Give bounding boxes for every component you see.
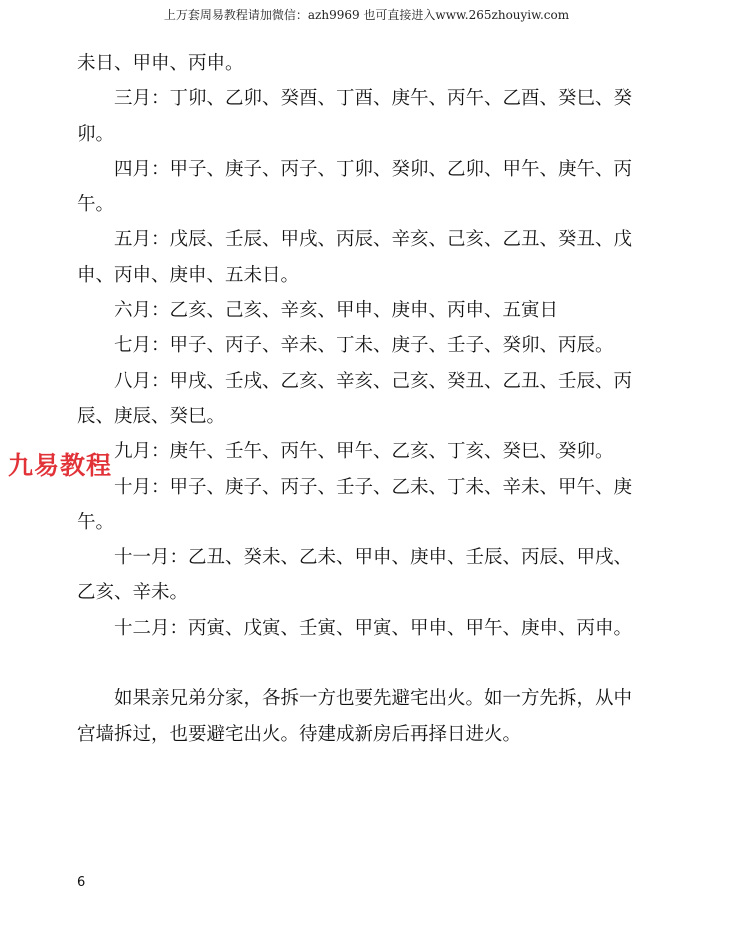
- text-line: 八月：甲戌、壬戌、乙亥、辛亥、己亥、癸丑、乙丑、壬辰、丙: [114, 370, 633, 392]
- text-line: 午。: [77, 194, 115, 216]
- watermark-logo: 九易教程: [8, 451, 113, 480]
- text-line: 六月：乙亥、己亥、辛亥、甲申、庚申、丙申、五寅日: [114, 300, 559, 322]
- page-number: 6: [77, 875, 86, 890]
- text-line: 午。: [77, 511, 115, 533]
- text-line: 十月：甲子、庚子、丙子、壬子、乙未、丁未、辛未、甲午、庚: [114, 476, 633, 498]
- text-line: 宫墙拆过，也要避宅出火。待建成新房后再择日进火。: [77, 723, 522, 745]
- text-line: 四月：甲子、庚子、丙子、丁卯、癸卯、乙卯、甲午、庚午、丙: [114, 158, 633, 180]
- text-line: 未日、甲申、丙申。: [77, 53, 244, 74]
- paragraph-spacer: [77, 646, 649, 681]
- text-line: 三月：丁卯、乙卯、癸酉、丁酉、庚午、丙午、乙酉、癸巳、癸: [114, 88, 633, 110]
- text-line: 九月：庚午、壬午、丙午、甲午、乙亥、丁亥、癸巳、癸卯。: [114, 441, 614, 463]
- text-line: 如果亲兄弟分家，各拆一方也要先避宅出火。如一方先拆，从中: [114, 688, 633, 710]
- text-line: 卯。: [77, 123, 115, 145]
- text-line: 十二月：丙寅、戊寅、壬寅、甲寅、甲申、甲午、庚申、丙申。: [114, 617, 633, 639]
- page-header: 上万套周易教程请加微信：azh9969 也可直接进入www.265zhouyiw.com: [163, 8, 570, 22]
- text-line: 乙亥、辛未。: [77, 582, 189, 604]
- text-line: 辰、庚辰、癸巳。: [77, 405, 226, 427]
- document-body: [77, 46, 649, 752]
- text-line: 七月：甲子、丙子、辛未、丁未、庚子、壬子、癸卯、丙辰。: [114, 335, 614, 357]
- text-line: 十一月：乙丑、癸未、乙未、甲申、庚申、壬辰、丙辰、甲戌、: [114, 547, 633, 569]
- text-line: 申、丙申、庚申、五未日。: [77, 264, 300, 286]
- text-line: 五月：戊辰、壬辰、甲戌、丙辰、辛亥、己亥、乙丑、癸丑、戊: [114, 229, 633, 251]
